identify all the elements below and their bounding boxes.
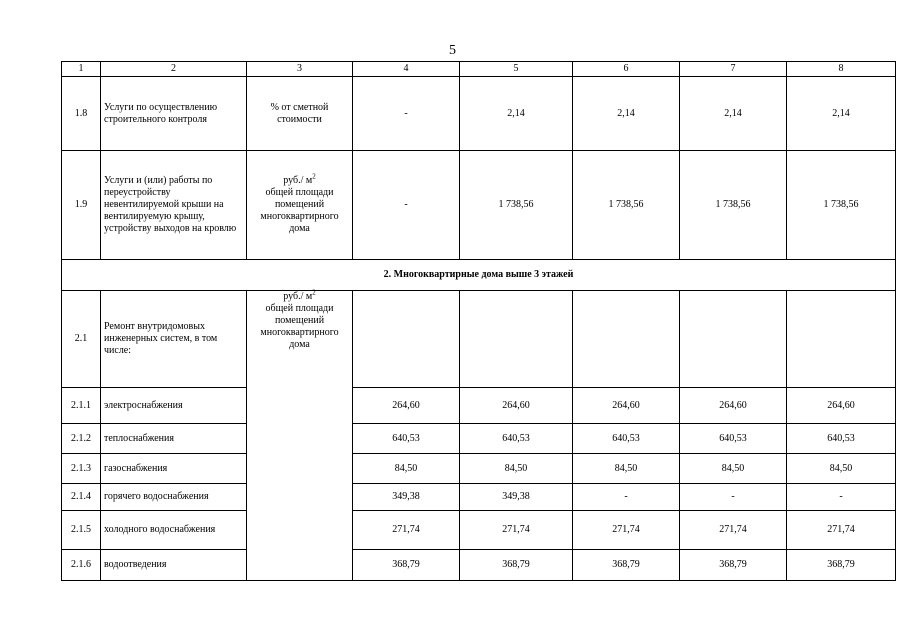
value-cell: 84,50 <box>353 454 460 484</box>
column-number-row <box>62 62 896 77</box>
value-cell: 640,53 <box>460 424 573 454</box>
row-number: 1.9 <box>62 151 101 260</box>
column-header: 5 <box>460 62 573 77</box>
table-row <box>62 424 896 454</box>
value-cell: 2,14 <box>787 77 896 151</box>
value-cell <box>573 291 680 388</box>
value-cell: 84,50 <box>680 454 787 484</box>
value-cell: 640,53 <box>680 424 787 454</box>
service-name: водоотведения <box>101 550 247 581</box>
value-cell <box>353 291 460 388</box>
value-cell: 264,60 <box>573 388 680 424</box>
service-name: холодного водоснабжения <box>101 511 247 550</box>
value-cell: 368,79 <box>460 550 573 581</box>
value-cell: 271,74 <box>573 511 680 550</box>
service-name: газоснабжения <box>101 454 247 484</box>
table-row <box>62 151 896 260</box>
column-header: 3 <box>247 62 353 77</box>
table-row <box>62 291 896 388</box>
table-row <box>62 454 896 484</box>
row-number: 2.1.1 <box>62 388 101 424</box>
service-name: электроснабжения <box>101 388 247 424</box>
value-cell: 264,60 <box>787 388 896 424</box>
table-row <box>62 484 896 511</box>
value-cell: 1 738,56 <box>680 151 787 260</box>
value-cell: 349,38 <box>353 484 460 511</box>
value-cell: 264,60 <box>460 388 573 424</box>
value-cell <box>460 291 573 388</box>
row-number: 2.1.6 <box>62 550 101 581</box>
service-name: Услуги по осуществлению строительного контроля <box>101 77 247 151</box>
value-cell: 368,79 <box>680 550 787 581</box>
value-cell: 2,14 <box>573 77 680 151</box>
value-cell: - <box>680 484 787 511</box>
value-cell: 264,60 <box>680 388 787 424</box>
value-cell: 271,74 <box>460 511 573 550</box>
column-header: 4 <box>353 62 460 77</box>
value-cell: 264,60 <box>353 388 460 424</box>
value-cell: 84,50 <box>460 454 573 484</box>
row-number: 2.1 <box>62 291 101 388</box>
unit-cell <box>247 151 353 260</box>
value-cell: - <box>787 484 896 511</box>
value-cell: 1 738,56 <box>573 151 680 260</box>
section-title: 2. Многоквартирные дома выше 3 этажей <box>62 260 896 291</box>
value-cell: 349,38 <box>460 484 573 511</box>
tariff-table <box>61 61 896 581</box>
table-row <box>62 388 896 424</box>
value-cell: 271,74 <box>787 511 896 550</box>
value-cell: 368,79 <box>787 550 896 581</box>
service-name: горячего водоснабжения <box>101 484 247 511</box>
value-cell: 84,50 <box>573 454 680 484</box>
unit-cell <box>247 288 353 581</box>
unit-main: руб./ м <box>283 291 313 302</box>
value-cell: 1 738,56 <box>787 151 896 260</box>
unit-main: руб./ м <box>283 175 313 186</box>
value-cell: 640,53 <box>787 424 896 454</box>
value-cell: 368,79 <box>573 550 680 581</box>
service-name: Ремонт внутридомовых инженерных систем, в том числе: <box>101 291 247 388</box>
row-number: 2.1.3 <box>62 454 101 484</box>
table-row <box>62 77 896 151</box>
value-cell: 2,14 <box>680 77 787 151</box>
unit-cell: % от сметной стоимости <box>247 77 353 151</box>
value-cell <box>680 291 787 388</box>
value-cell: 271,74 <box>680 511 787 550</box>
unit-superscript: 2 <box>312 172 316 181</box>
column-header: 2 <box>101 62 247 77</box>
value-cell: - <box>353 151 460 260</box>
column-header: 6 <box>573 62 680 77</box>
column-header: 1 <box>62 62 101 77</box>
table-row <box>62 550 896 581</box>
value-cell: 640,53 <box>573 424 680 454</box>
column-header: 8 <box>787 62 896 77</box>
value-cell: - <box>353 77 460 151</box>
value-cell <box>787 291 896 388</box>
row-number: 2.1.2 <box>62 424 101 454</box>
page-number: 5 <box>449 43 456 58</box>
column-header: 7 <box>680 62 787 77</box>
unit-description: общей площади помещений многоквартирного дома <box>260 187 339 234</box>
value-cell: 84,50 <box>787 454 896 484</box>
row-number: 1.8 <box>62 77 101 151</box>
value-cell: 368,79 <box>353 550 460 581</box>
unit-description: общей площади помещений многоквартирного дома <box>260 303 339 350</box>
service-name: Услуги и (или) работы по переустройству невентилируемой крыши на вентилируемую крышу, устройству выходов на кровлю <box>101 151 247 260</box>
value-cell: 271,74 <box>353 511 460 550</box>
value-cell: 2,14 <box>460 77 573 151</box>
unit-superscript: 2 <box>312 288 316 297</box>
value-cell: 1 738,56 <box>460 151 573 260</box>
row-number: 2.1.5 <box>62 511 101 550</box>
value-cell: 640,53 <box>353 424 460 454</box>
value-cell: - <box>573 484 680 511</box>
service-name: теплоснабжения <box>101 424 247 454</box>
row-number: 2.1.4 <box>62 484 101 511</box>
section-heading-row <box>62 260 896 291</box>
table-row <box>62 511 896 550</box>
